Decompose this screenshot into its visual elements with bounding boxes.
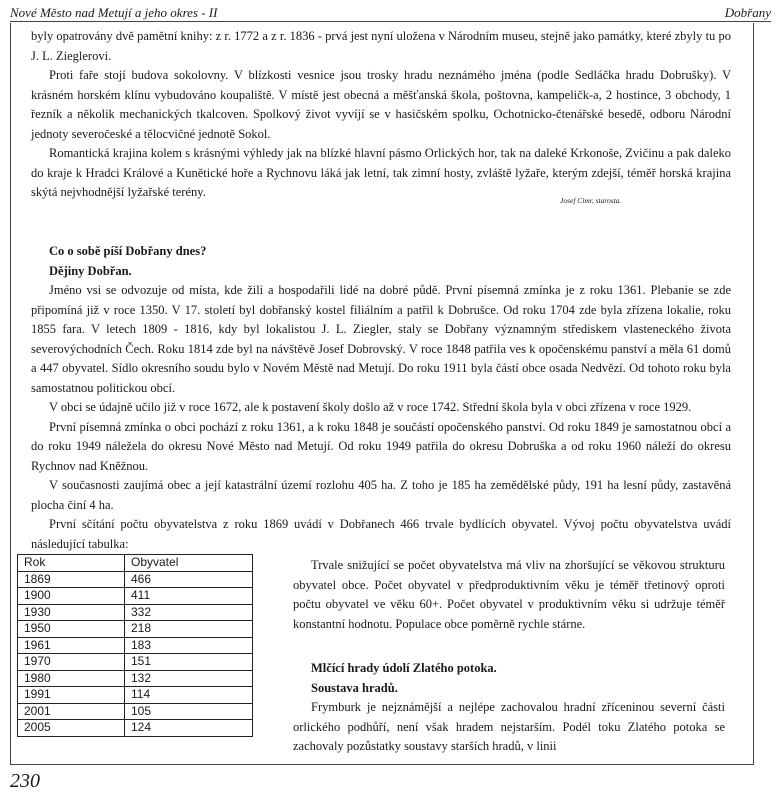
table-header-cell: Obyvatel — [125, 555, 253, 572]
paragraph: Frymburk je nejznámější a nejlépe zachovalou hradní zříceninou severní části orlického podhůří, není však hradem nejstarším. Podél toku Zlatého potoka se zachovaly pozůstatky soustavy starších hradů, v linii — [293, 700, 725, 753]
table-cell: 2005 — [18, 720, 125, 737]
table-cell: 1980 — [18, 670, 125, 687]
history-text-block — [31, 241, 731, 554]
page-number: 230 — [10, 770, 40, 792]
table-row — [18, 670, 253, 687]
table-header-cell: Rok — [18, 555, 125, 572]
table-cell: 151 — [125, 654, 253, 671]
table-cell: 1961 — [18, 637, 125, 654]
population-table — [17, 554, 253, 737]
table-cell: 132 — [125, 670, 253, 687]
section-heading: Mlčící hrady údolí Zlatého potoka. — [311, 661, 497, 675]
paragraph: Romantická krajina kolem s krásnými výhledy jak na blízké hlavní pásmo Orlických hor, tak na daleké Krkonoše, Zvičinu a pak daleko do kraje k Hradci Králové a Kunětické hoře a Rychnovu láká jak letní, tak zimní hosty, zvláště lyžaře, kterým zdejší, téměř horská krajina skýtá nejvhodnější lyžařské terény. — [31, 146, 731, 199]
population-commentary — [293, 556, 725, 634]
header-chapter-title: Dobřany — [724, 5, 771, 20]
table-cell: 466 — [125, 571, 253, 588]
table-row — [18, 604, 253, 621]
table-cell: 332 — [125, 604, 253, 621]
header-rule — [10, 21, 771, 22]
table-row — [18, 687, 253, 704]
table-cell: 1970 — [18, 654, 125, 671]
table-cell: 411 — [125, 588, 253, 605]
table-row — [18, 571, 253, 588]
paragraph: Trvale snižující se počet obyvatelstva má vliv na zhoršující se věkovou strukturu obyvatel obce. Počet obyvatel v předproduktivním věku je téměř třetinový oproti počtu obyvatel ve věku 60+. Počet obyvatel v produktivním věku si udržuje téměř konstantní hodnotu. Populace obce poměrně rychle stárne. — [293, 558, 725, 631]
paragraph: První sčítání počtu obyvatelstva z roku 1869 uvádí v Dobřanech 466 trvale bydlících obyvatel. Vývoj počtu obyvatelstva uvádí následující tabulka: — [31, 517, 731, 551]
section-subheading: Dějiny Dobřan. — [49, 264, 132, 278]
table-cell: 2001 — [18, 703, 125, 720]
paragraph: V současnosti zaujímá obec a její katastrální území rozlohu 405 ha. Z toho je 185 ha zemědělské půdy, 191 ha lesní půdy, zastavěná plocha činí 4 ha. — [31, 478, 731, 512]
table-cell: 105 — [125, 703, 253, 720]
table-cell: 183 — [125, 637, 253, 654]
top-text-block — [31, 27, 731, 203]
paragraph: První písemná zmínka o obci pochází z roku 1361, a k roku 1848 je součástí opočenského panství. Od roku 1849 je samostatnou obcí a do roku 1949 náležela do okresu Nové Město nad Metují. Od roku 1949 patřila do okresu Dobruška a od roku 1960 náleží do okresu Rychnov nad Kněžnou. — [31, 419, 731, 473]
table-cell: 1950 — [18, 621, 125, 638]
paragraph: byly opatrovány dvě pamětní knihy: z r. 1772 a z r. 1836 - prvá jest nyní uložena v Národním museu, stejně jako památky, které zbyly tu po J. L. Zieglerovi. — [31, 29, 731, 63]
section-heading: Co o sobě píší Dobřany dnes? — [49, 244, 207, 258]
paragraph: V obci se údajně učilo již v roce 1672, ale k postavení školy došlo až v roce 1742. Střední škola byla v obci zřízena v roce 1929. — [49, 400, 692, 414]
table-cell: 1900 — [18, 588, 125, 605]
table-row — [18, 588, 253, 605]
paragraph: Jméno vsi se odvozuje od místa, kde žili a hospodařili lidé na dobré půdě. První písemná zmínka je z roku 1361. Plebanie se zde připomíná již v roce 1350. V 17. století byl dobřanský kostel filiálním a patřil k Dobrušce. Od roku 1704 zde byla zřízena lokalie, roku 1855 fara. V letech 1809 - 1816, kdy byl lokalistou J. L. Ziegler, staly se Dobřany významným střediskem vlasteneckého života severovýchodních Čech. Roku 1814 zde byl na návštěvě Josef Dobrovský. V roce 1848 patřila ves k opočenskému panství a měla 61 domů a 447 obyvatel. Sídlo okresního soudu bylo v Novém Městě nad Metují. Do roku 1911 byla částí obce osada Nedvězí. Od tohoto roku byla samostatnou politickou obcí. — [31, 283, 731, 395]
table-cell: 1869 — [18, 571, 125, 588]
castles-text-block — [293, 658, 725, 757]
table-row — [18, 720, 253, 737]
table-cell: 1991 — [18, 687, 125, 704]
table-cell: 114 — [125, 687, 253, 704]
table-row — [18, 654, 253, 671]
table-header-row — [18, 555, 253, 572]
header-book-title: Nové Město nad Metují a jeho okres - II — [10, 5, 218, 20]
paragraph: Proti faře stojí budova sokolovny. V blízkosti vesnice jsou trosky hradu neznámého jména (podle Sedláčka hradu Dobrušky). V krásném horském klínu vybudováno koupaliště. V místě jest obecná a měšťanská škola, poštovna, kampeličk-a, 2 hostince, 3 obchody, 1 řezník a několik mechanických tkalcoven. Spolkový život vyvíjí se v hasičském spolku, Ochotnicko-čtenářské besedě, odboru Národní jednoty severočeské a tělocvičné jednotě Sokol. — [31, 68, 731, 141]
table-row — [18, 703, 253, 720]
running-header — [10, 6, 771, 20]
signature: Josef Cimr, starosta. — [560, 196, 622, 205]
table-row — [18, 621, 253, 638]
section-subheading: Soustava hradů. — [311, 681, 398, 695]
table-cell: 1930 — [18, 604, 125, 621]
table-cell: 218 — [125, 621, 253, 638]
table-cell: 124 — [125, 720, 253, 737]
table-row — [18, 637, 253, 654]
